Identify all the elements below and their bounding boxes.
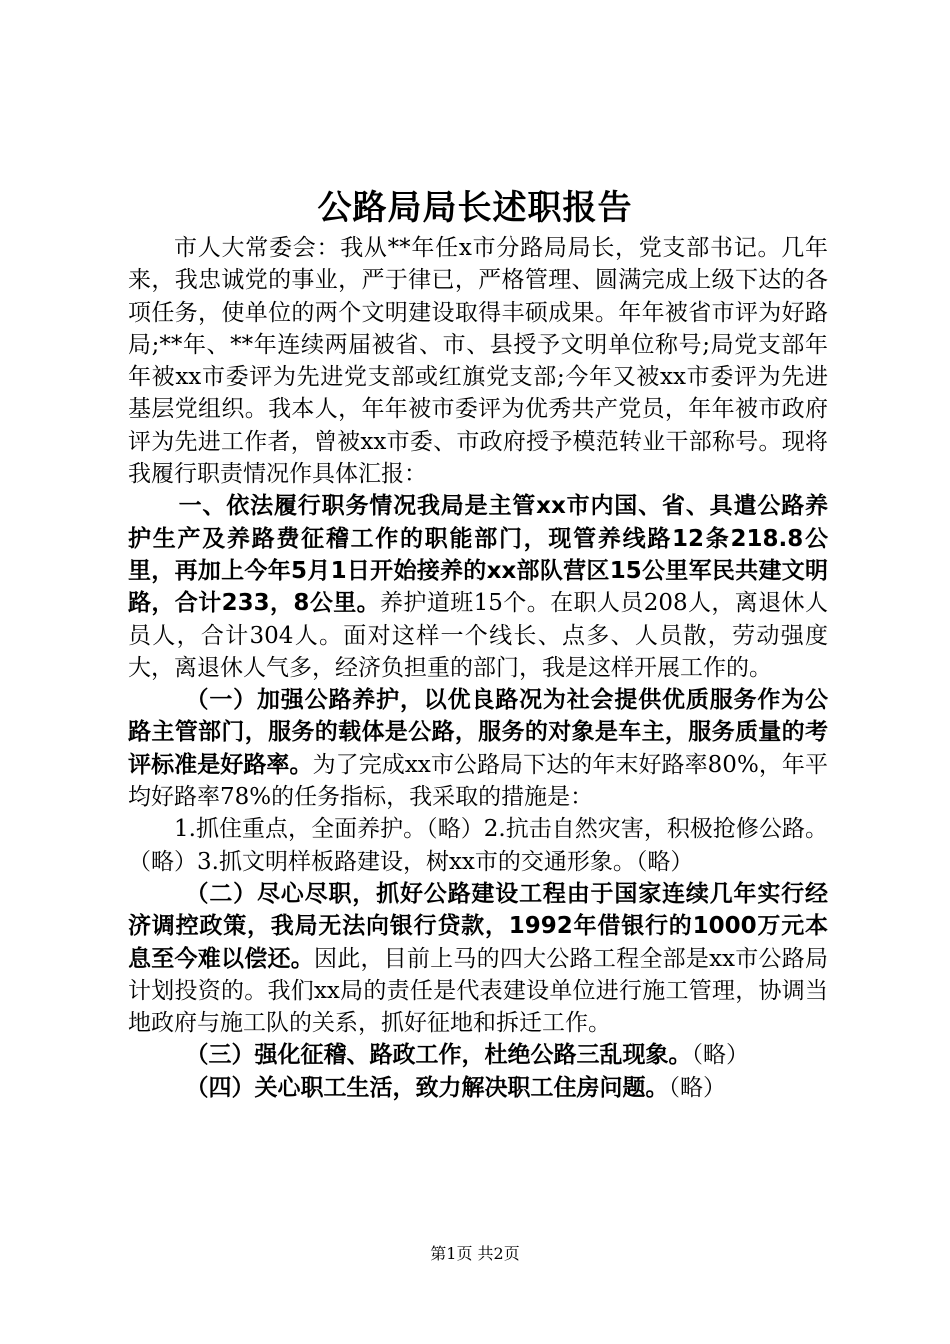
paragraph-heading: （一）加强公路养护，以优良路况为社会提供优质服务作为公路主管部门，服务的载体是公路，服务的对象是车主，服务质量的考评标准是好路率。 [128,687,828,778]
paragraph-measures [128,813,828,878]
paragraph-section-1 [128,490,828,684]
paragraph-intro [128,232,828,490]
paragraph-text: 市人大常委会：我从**年任x市分路局局长，党支部书记。几年来，我忠诚党的事业，严于律已，严格管理、圆满完成上级下达的各项任务，使单位的两个文明建设取得丰硕成果。年年被省市评为好路局;**年、**年连续两届被省、市、县授予文明单位称号;局党支部年年被xx市委评为先进党支部或红旗党支部;今年又被xx市委评为先进基层党组织。我本人，年年被市委评为优秀共产党员，年年被市政府评为先进工作者，曾被xx市委、市政府授予模范转业干部称号。现将我履行职责情况作具体汇报： [128,235,828,488]
paragraph-text: （略） [691,1042,749,1069]
document-title: 公路局局长述职报告 [317,188,633,228]
paragraph-heading: （三）强化征稽、路政工作，杜绝公路三乱现象。 [185,1042,692,1069]
paragraph-subsection-1 [128,684,828,813]
paragraph-text: 因此，目前上马的四大公路工程全部是xx市公路局计划投资的。我们xx局的责任是代表建设单位进行施工管理，协调当地政府与施工队的关系，抓好征地和拆迁工作。 [128,945,828,1037]
paragraph-text: （略） [668,1074,726,1101]
paragraph-heading: 一、依法履行职务情况我局是主管xx市内国、省、具遣公路养护生产及养路费征稽工作的职能部门，现管养线路12条218.8公里，再加上今年5月1日开始接养的xx部队营区15公里军民共建文明路，合计233，8公里。 [128,493,828,617]
page-footer: 第1页 共2页 [430,1244,520,1263]
paragraph-text: 养护道班15个。在职人员208人，离退休人员人，合计304人。面对这样一个线长、点多、人员散，劳动强度大，离退休人气多，经济负担重的部门，我是这样开展工作的。 [128,590,829,681]
paragraph-subsection-4 [128,1072,828,1104]
paragraph-text: 1.抓住重点，全面养护。（略）2.抗击自然灾害，积极抢修公路。（略）3.抓文明样板路建设，树xx市的交通形象。（略） [128,816,828,875]
paragraph-heading: （四）关心职工生活，致力解决职工住房问题。 [185,1074,669,1101]
paragraph-heading: （二）尽心尽职，抓好公路建设工程由于国家连续几年实行经济调控政策，我局无法向银行贷款，1992年借银行的1000万元本息至今难以偿还。 [128,880,828,972]
document-body [128,232,828,1104]
paragraph-subsection-3 [128,1039,828,1071]
paragraph-subsection-2 [128,878,828,1039]
paragraph-text: 为了完成xx市公路局下达的年末好路率80%，年平均好路率78%的任务指标，我采取的措施是： [128,751,828,811]
